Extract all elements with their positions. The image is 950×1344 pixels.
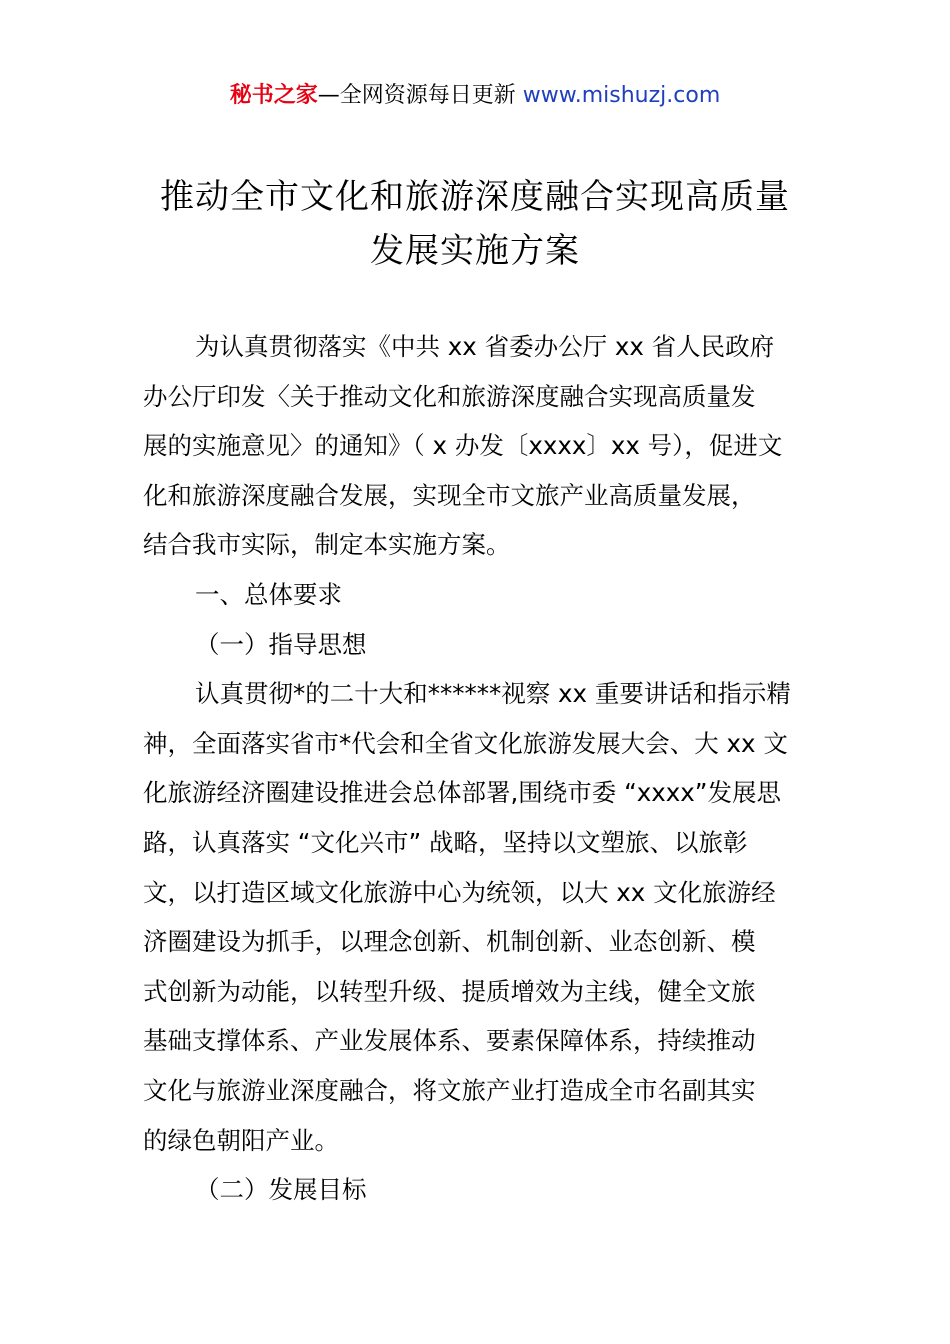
title-line-1: 推动全市文化和旅游深度融合实现高质量 [160, 177, 790, 217]
site-header [0, 80, 950, 112]
guiding-line: 文，以打造区域文化旅游中心为统领，以大 xx 文化旅游经 [143, 877, 776, 907]
subsection-heading: （二）发展目标 [195, 1175, 367, 1205]
intro-line: 化和旅游深度融合发展，实现全市文旅产业高质量发展， [143, 480, 756, 510]
guiding-line: 的绿色朝阳产业。 [143, 1125, 339, 1155]
guiding-line: 神，全面落实省市*代会和全省文化旅游发展大会、大 xx 文 [143, 728, 788, 758]
guiding-line: 济圈建设为抓手，以理念创新、机制创新、业态创新、模 [143, 927, 756, 957]
header-tagline: —全网资源每日更新 [317, 83, 523, 108]
guiding-line: 化旅游经济圈建设推进会总体部署,围绕市委 “xxxx”发展思 [143, 778, 781, 808]
site-url-link[interactable]: www.mishuzj.com [522, 83, 721, 108]
guiding-line: 式创新为动能，以转型升级、提质增效为主线，健全文旅 [143, 976, 756, 1006]
subsection-heading: （一）指导思想 [195, 629, 367, 659]
document-title [0, 170, 950, 278]
intro-line: 为认真贯彻落实《中共 xx 省委办公厅 xx 省人民政府 [195, 332, 775, 361]
intro-line: 展的实施意见〉的通知》（ x 办发〔xxxx〕xx 号），促进文 [143, 431, 783, 461]
intro-line: 办公厅印发〈关于推动文化和旅游深度融合实现高质量发 [143, 381, 756, 411]
guiding-line: 认真贯彻*的二十大和******视察 xx 重要讲话和指示精 [195, 679, 791, 709]
intro-line: 结合我市实际，制定本实施方案。 [143, 530, 511, 560]
guiding-line: 文化与旅游业深度融合，将文旅产业打造成全市名副其实 [143, 1075, 756, 1105]
section-heading: 一、总体要求 [195, 579, 342, 609]
guiding-line: 路，认真落实 “文化兴市” 战略，坚持以文塑旅、以旅彰 [143, 827, 748, 857]
brand-name: 秘书之家 [229, 83, 318, 108]
title-line-2: 发展实施方案 [370, 231, 580, 271]
guiding-line: 基础支撑体系、产业发展体系、要素保障体系，持续推动 [143, 1026, 756, 1056]
document-body [143, 322, 811, 1215]
